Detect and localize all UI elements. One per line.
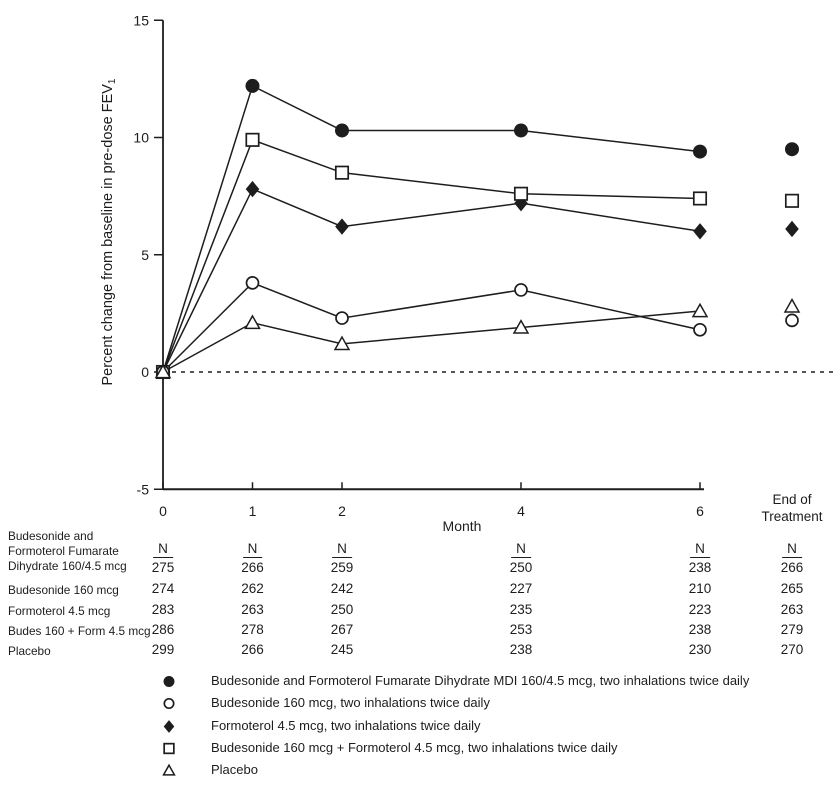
n-column-header: N (153, 541, 173, 558)
n-value: 265 (780, 581, 804, 596)
n-column-header: N (782, 541, 802, 558)
n-value: 230 (688, 642, 712, 657)
open-circle-icon (155, 693, 183, 714)
n-value: 242 (330, 581, 354, 596)
n-value: 223 (688, 602, 712, 617)
y-axis-title-subscript: 1 (107, 78, 118, 85)
y-tick-label: 10 (133, 129, 149, 146)
x-tick-label: 6 (696, 503, 704, 519)
legend-item-open-triangle (0, 760, 836, 781)
filled-diamond-icon (155, 716, 183, 737)
x-tick-label: 0 (159, 503, 167, 519)
filled-circle-icon (155, 671, 183, 692)
x-tick-label: 2 (338, 503, 346, 519)
legend-item-label: Placebo (211, 762, 258, 778)
y-tick-label: -5 (136, 481, 149, 498)
table-row-label: Budesonide 160 mcg (8, 583, 119, 597)
y-tick-label: 0 (141, 364, 149, 380)
table-row-label: Formoterol Fumarate (8, 544, 119, 558)
n-value: 253 (509, 622, 533, 637)
n-value: 266 (241, 560, 264, 575)
n-value: 238 (688, 560, 712, 575)
open-square-icon (155, 738, 183, 759)
n-value: 259 (330, 560, 354, 575)
legend-item-filled-circle (0, 671, 836, 692)
n-value: 274 (151, 581, 175, 596)
table-row-label: Placebo (8, 644, 51, 658)
n-value: 262 (241, 581, 264, 596)
n-value: 266 (241, 642, 264, 657)
n-value: 263 (241, 602, 264, 617)
end-of-treatment-label-line1: End of (772, 492, 812, 507)
legend-item-label: Budesonide 160 mcg + Formoterol 4.5 mcg, two inhalations twice daily (211, 739, 618, 755)
marker-open-circle (164, 699, 173, 708)
table-row-label: Budesonide and (8, 529, 94, 543)
n-value: 235 (509, 602, 533, 617)
n-value: 210 (688, 581, 712, 596)
n-column-header: N (690, 541, 710, 558)
n-value: 227 (509, 581, 533, 596)
legend-item-label: Budesonide 160 mcg, two inhalations twice daily (211, 695, 490, 711)
n-value: 299 (151, 642, 175, 657)
n-value: 279 (780, 622, 804, 637)
marker-filled-diamond (164, 720, 175, 733)
table-row-label: Budes 160 + Form 4.5 mcg (8, 624, 151, 638)
y-tick-label: 5 (141, 246, 149, 263)
legend-item-label: Budesonide and Formoterol Fumarate Dihydrate MDI 160/4.5 mcg, two inhalations twice daily (211, 673, 750, 688)
n-value: 238 (509, 642, 533, 657)
legend-item-open-square (0, 738, 836, 759)
n-value: 250 (330, 602, 354, 617)
n-value: 283 (151, 602, 175, 617)
marker-filled-circle (164, 676, 175, 687)
n-column-header: N (511, 541, 531, 558)
x-tick-label: 4 (517, 503, 525, 519)
legend-item-label: Formoterol 4.5 mcg, two inhalations twice daily (211, 717, 481, 733)
n-value: 263 (780, 602, 804, 617)
n-value: 278 (241, 622, 264, 637)
table-row-label: Dihydrate 160/4.5 mcg (8, 559, 127, 573)
table-row-label: Formoterol 4.5 mcg (8, 604, 111, 618)
n-value: 275 (151, 560, 175, 575)
n-value: 238 (688, 622, 712, 637)
legend-item-open-circle (0, 693, 836, 714)
n-value: 267 (330, 622, 354, 637)
y-tick-label: 15 (133, 12, 149, 29)
n-value: 245 (330, 642, 354, 657)
y-axis-title-text: Percent change from baseline in pre-dose FEV (100, 84, 116, 386)
end-of-treatment-label-line2: Treatment (761, 509, 823, 524)
n-value: 270 (780, 642, 804, 657)
open-triangle-icon (155, 760, 183, 781)
n-value: 266 (780, 560, 804, 575)
x-axis-title: Month (442, 518, 482, 534)
marker-open-triangle (164, 765, 175, 775)
x-tick-label: 1 (248, 503, 257, 519)
legend-item-filled-diamond (0, 716, 836, 737)
n-value: 250 (509, 560, 533, 575)
marker-open-square (164, 744, 174, 754)
n-column-header: N (243, 541, 263, 558)
n-value: 286 (151, 622, 175, 637)
n-column-header: N (332, 541, 352, 558)
